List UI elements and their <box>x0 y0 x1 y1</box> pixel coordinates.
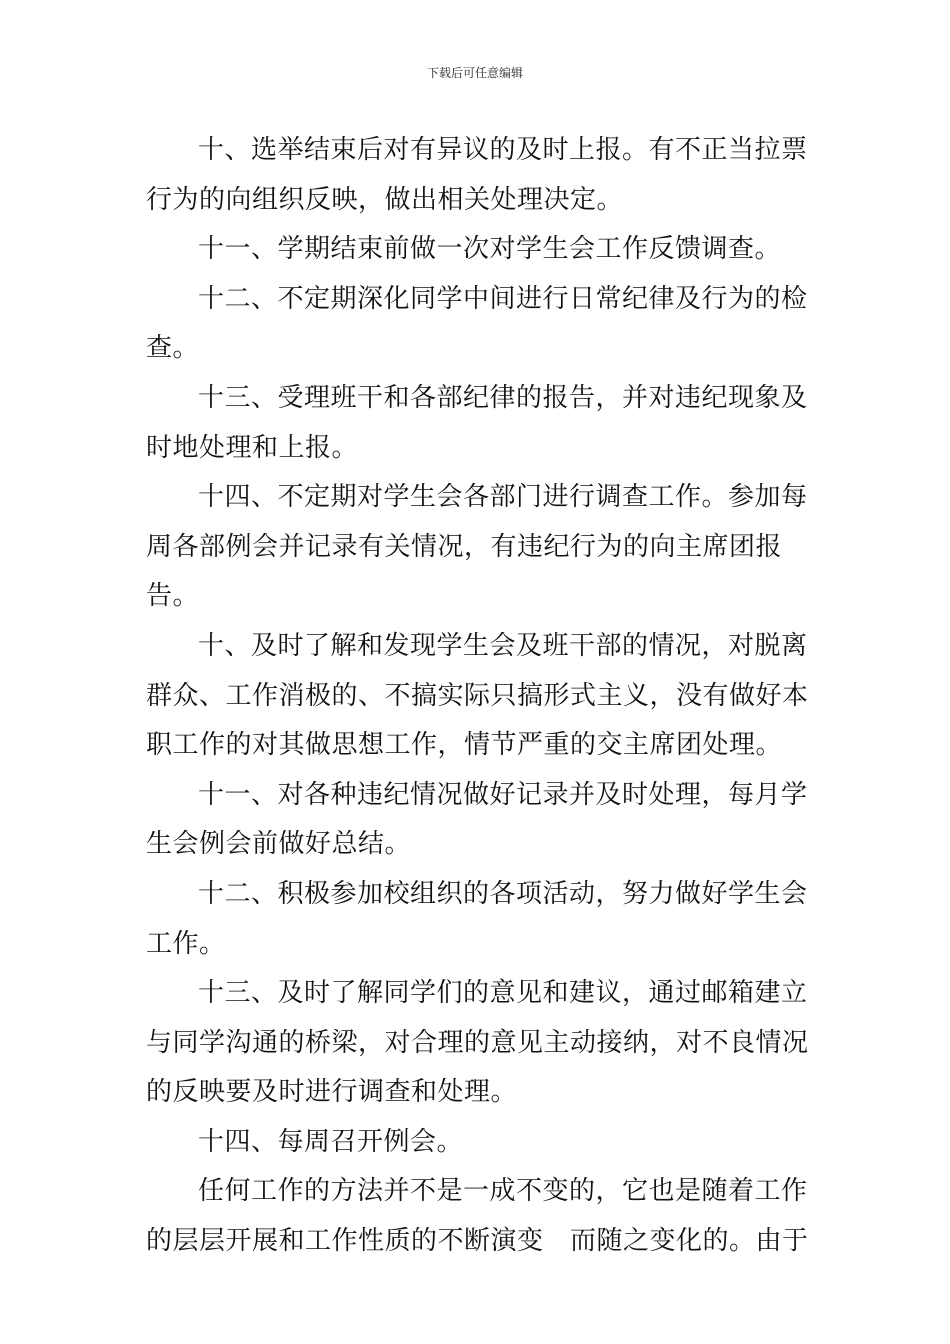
paragraph-10: 十四、每周召开例会。 <box>198 1126 464 1157</box>
paragraph-11: 任何工作的方法并不是一成不变的，它也是随着工作的层层开展和工作性质的不断演变 而随之变化的。由于 <box>146 1176 809 1257</box>
paragraph-7: 十一、对各种违纪情况做好记录并及时处理，每月学生会例会前做好总结。 <box>146 779 808 860</box>
paragraph-3: 十二、不定期深化同学中间进行日常纪律及行为的检查。 <box>146 283 808 364</box>
paragraph-1: 十、选举结束后对有异议的及时上报。有不正当拉票行为的向组织反映，做出相关处理决定。 <box>146 135 808 215</box>
paragraph-6: 十、及时了解和发现学生会及班干部的情况，对脱离群众、工作消极的、不搞实际只搞形式主义，没有做好本职工作的对其做思想工作，情节严重的交主席团处理。 <box>146 630 809 761</box>
document-body <box>146 126 816 1267</box>
paragraph-4: 十三、受理班干和各部纪律的报告，并对违纪现象及时地处理和上报。 <box>146 382 808 463</box>
page-header-note: 下载后可任意编辑 <box>426 66 523 80</box>
paragraph-2: 十一、学期结束前做一次对学生会工作反馈调查。 <box>198 234 782 265</box>
paragraph-5: 十四、不定期对学生会各部门进行调查工作。参加每周各部例会并记录有关情况，有违纪行为的向主席团报告。 <box>146 482 808 612</box>
paragraph-8: 十二、积极参加校组织的各项活动，努力做好学生会工作。 <box>146 878 808 959</box>
paragraph-9: 十三、及时了解同学们的意见和建议，通过邮箱建立与同学沟通的桥梁，对合理的意见主动接纳，对不良情况的反映要及时进行调查和处理。 <box>146 978 809 1108</box>
